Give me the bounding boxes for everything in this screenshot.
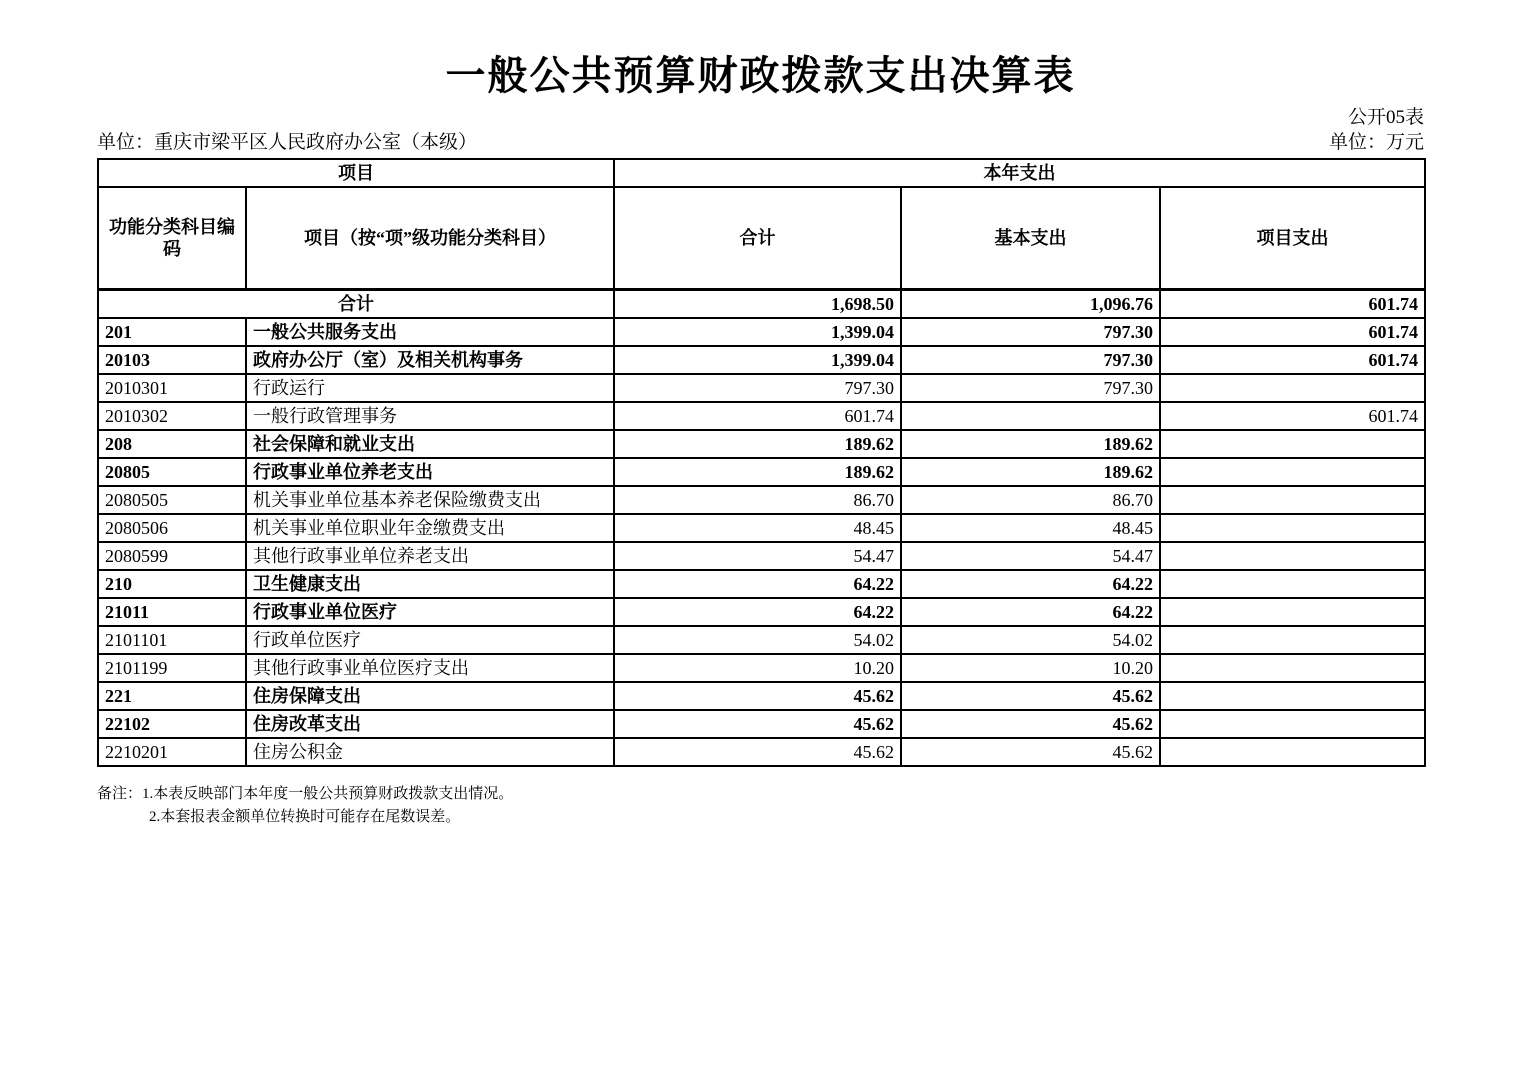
cell-project xyxy=(1160,738,1425,766)
cell-total: 1,399.04 xyxy=(614,346,901,374)
cell-name: 机关事业单位职业年金缴费支出 xyxy=(246,514,614,542)
cell-basic: 797.30 xyxy=(901,346,1160,374)
table-row xyxy=(98,542,1425,570)
cell-code: 2080599 xyxy=(98,542,246,570)
cell-total: 64.22 xyxy=(614,598,901,626)
cell-basic: 48.45 xyxy=(901,514,1160,542)
table-row xyxy=(98,570,1425,598)
table-row xyxy=(98,486,1425,514)
cell-name: 合计 xyxy=(98,290,614,319)
cell-name: 行政单位医疗 xyxy=(246,626,614,654)
cell-code: 2210201 xyxy=(98,738,246,766)
cell-project: 601.74 xyxy=(1160,290,1425,319)
cell-total: 189.62 xyxy=(614,430,901,458)
column-header-code: 功能分类科目编码 xyxy=(98,187,246,290)
cell-name: 住房改革支出 xyxy=(246,710,614,738)
cell-total: 54.02 xyxy=(614,626,901,654)
cell-name: 其他行政事业单位养老支出 xyxy=(246,542,614,570)
column-group-project: 项目 xyxy=(98,159,614,187)
table-row xyxy=(98,514,1425,542)
table-row xyxy=(98,318,1425,346)
cell-code: 2101101 xyxy=(98,626,246,654)
cell-total: 86.70 xyxy=(614,486,901,514)
cell-basic: 45.62 xyxy=(901,710,1160,738)
org-unit-label: 单位：重庆市梁平区人民政府办公室（本级） xyxy=(97,132,478,153)
cell-project xyxy=(1160,598,1425,626)
cell-basic: 45.62 xyxy=(901,738,1160,766)
footnotes-label: 备注： xyxy=(97,786,143,802)
footnotes-lines xyxy=(142,783,513,829)
meta-line xyxy=(97,130,1424,156)
cell-code: 20805 xyxy=(98,458,246,486)
cell-project xyxy=(1160,458,1425,486)
cell-name: 一般行政管理事务 xyxy=(246,402,614,430)
cell-name: 其他行政事业单位医疗支出 xyxy=(246,654,614,682)
table-row xyxy=(98,346,1425,374)
cell-code: 2101199 xyxy=(98,654,246,682)
table-row xyxy=(98,402,1425,430)
cell-project xyxy=(1160,486,1425,514)
cell-total: 601.74 xyxy=(614,402,901,430)
cell-total: 48.45 xyxy=(614,514,901,542)
cell-name: 社会保障和就业支出 xyxy=(246,430,614,458)
header-group-row xyxy=(98,159,1425,187)
cell-basic: 797.30 xyxy=(901,318,1160,346)
cell-name: 一般公共服务支出 xyxy=(246,318,614,346)
cell-name: 机关事业单位基本养老保险缴费支出 xyxy=(246,486,614,514)
table-row xyxy=(98,626,1425,654)
cell-code: 22102 xyxy=(98,710,246,738)
cell-basic: 64.22 xyxy=(901,598,1160,626)
cell-name: 行政事业单位养老支出 xyxy=(246,458,614,486)
cell-basic: 189.62 xyxy=(901,430,1160,458)
cell-project xyxy=(1160,514,1425,542)
cell-project: 601.74 xyxy=(1160,402,1425,430)
table-row xyxy=(98,374,1425,402)
footnote-line-1: 1.本表反映部门本年度一般公共预算财政拨款支出情况。 xyxy=(142,786,514,802)
cell-total: 1,399.04 xyxy=(614,318,901,346)
cell-name: 政府办公厅（室）及相关机构事务 xyxy=(246,346,614,374)
cell-code: 201 xyxy=(98,318,246,346)
column-header-item: 项目（按“项”级功能分类科目） xyxy=(246,187,614,290)
header-columns-row xyxy=(98,187,1425,290)
cell-total: 797.30 xyxy=(614,374,901,402)
cell-basic xyxy=(901,402,1160,430)
report-content xyxy=(97,0,1424,829)
cell-basic: 45.62 xyxy=(901,682,1160,710)
footnotes xyxy=(97,783,1424,829)
cell-code: 2010301 xyxy=(98,374,246,402)
cell-total: 45.62 xyxy=(614,682,901,710)
cell-name: 住房保障支出 xyxy=(246,682,614,710)
cell-code: 2010302 xyxy=(98,402,246,430)
table-row xyxy=(98,682,1425,710)
cell-total: 45.62 xyxy=(614,710,901,738)
footnote-line-2: 2.本套报表金额单位转换时可能存在尾数误差。 xyxy=(149,809,461,825)
column-header-project: 项目支出 xyxy=(1160,187,1425,290)
cell-basic: 189.62 xyxy=(901,458,1160,486)
cell-code: 221 xyxy=(98,682,246,710)
cell-basic: 10.20 xyxy=(901,654,1160,682)
table-code: 公开05表 xyxy=(1347,107,1424,128)
cell-project xyxy=(1160,430,1425,458)
cell-project xyxy=(1160,570,1425,598)
column-group-current-year: 本年支出 xyxy=(614,159,1425,187)
cell-total: 10.20 xyxy=(614,654,901,682)
cell-basic: 64.22 xyxy=(901,570,1160,598)
cell-project xyxy=(1160,654,1425,682)
cell-code: 20103 xyxy=(98,346,246,374)
cell-project xyxy=(1160,682,1425,710)
cell-project: 601.74 xyxy=(1160,318,1425,346)
cell-name: 卫生健康支出 xyxy=(246,570,614,598)
table-row xyxy=(98,710,1425,738)
cell-project xyxy=(1160,710,1425,738)
cell-code: 2080506 xyxy=(98,514,246,542)
cell-code: 210 xyxy=(98,570,246,598)
page-title: 一般公共预算财政拨款支出决算表 xyxy=(445,53,1076,98)
cell-project xyxy=(1160,626,1425,654)
table-body xyxy=(98,290,1425,767)
cell-basic: 54.02 xyxy=(901,626,1160,654)
cell-name: 住房公积金 xyxy=(246,738,614,766)
cell-name: 行政运行 xyxy=(246,374,614,402)
cell-total: 54.47 xyxy=(614,542,901,570)
table-row xyxy=(98,738,1425,766)
amount-unit-label: 单位：万元 xyxy=(1328,132,1424,153)
cell-basic: 1,096.76 xyxy=(901,290,1160,319)
table-row xyxy=(98,598,1425,626)
cell-project xyxy=(1160,542,1425,570)
expenditure-table xyxy=(97,158,1426,767)
table-header xyxy=(98,159,1425,290)
table-row xyxy=(98,654,1425,682)
table-row xyxy=(98,430,1425,458)
cell-total: 189.62 xyxy=(614,458,901,486)
cell-code: 21011 xyxy=(98,598,246,626)
cell-project xyxy=(1160,374,1425,402)
column-header-total: 合计 xyxy=(614,187,901,290)
cell-basic: 797.30 xyxy=(901,374,1160,402)
table-row xyxy=(98,458,1425,486)
cell-code: 208 xyxy=(98,430,246,458)
cell-total: 64.22 xyxy=(614,570,901,598)
cell-basic: 86.70 xyxy=(901,486,1160,514)
column-header-basic: 基本支出 xyxy=(901,187,1160,290)
cell-total: 45.62 xyxy=(614,738,901,766)
table-row-grand-total xyxy=(98,290,1425,319)
cell-code: 2080505 xyxy=(98,486,246,514)
cell-total: 1,698.50 xyxy=(614,290,901,319)
cell-name: 行政事业单位医疗 xyxy=(246,598,614,626)
cell-project: 601.74 xyxy=(1160,346,1425,374)
cell-basic: 54.47 xyxy=(901,542,1160,570)
